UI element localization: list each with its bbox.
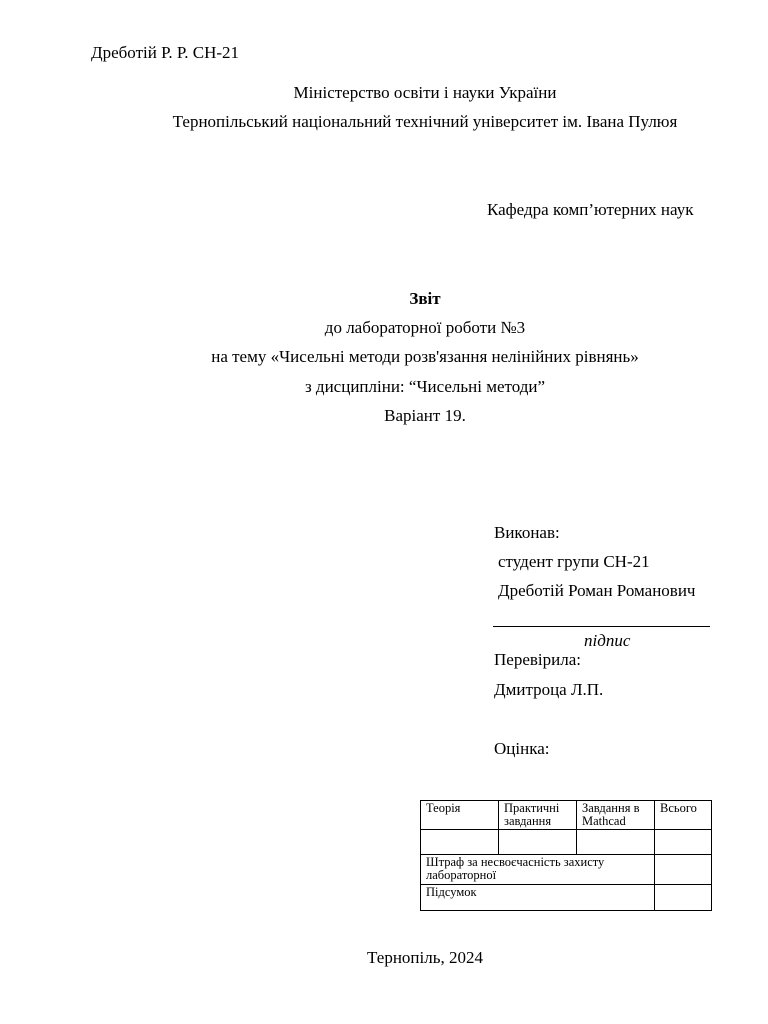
table-header-practical: Практичні завдання [499,801,577,830]
signature-line [493,626,710,627]
report-topic: на тему «Чисельні методи розв'язання нелінійних рівнянь» [211,347,639,366]
report-discipline: з дисципліни: “Чисельні методи” [304,377,546,396]
footer-city-year: Тернопіль, 2024 [367,948,483,967]
table-cell [577,830,655,855]
table-cell [499,830,577,855]
grade-label: Оцінка: [494,739,550,758]
header-author: Дреботій Р. Р. СН-21 [91,43,240,62]
table-header-total: Всього [655,801,712,830]
grade-table [420,800,712,911]
department-name: Кафедра комп’ютерних наук [487,200,694,219]
ministry-name: Міністерство освіти і науки України [293,83,557,102]
table-header-theory: Теорія [421,801,499,830]
report-lab-number: до лабораторної роботи №3 [324,318,526,337]
performer-group: студент групи СН-21 [498,552,650,571]
table-penalty-label: Штраф за несвоєчасність захисту лабораторної [421,855,655,884]
reviewer-name: Дмитроца Л.П. [494,680,604,699]
table-cell [655,830,712,855]
performer-name: Дреботій Роман Романович [498,581,696,600]
table-header-mathcad: Завдання в Mathcad [577,801,655,830]
report-variant: Варіант 19. [384,406,466,425]
table-row [421,855,712,884]
report-title: Звіт [409,289,441,308]
table-row [421,801,712,830]
university-name: Тернопільський національний технічний університет ім. Івана Пулюя [172,112,678,131]
table-cell [421,830,499,855]
signature-label: підпис [584,631,631,650]
table-row [421,884,712,910]
reviewer-label: Перевірила: [494,650,581,669]
table-row [421,830,712,855]
table-cell [655,855,712,884]
table-result-label: Підсумок [421,884,655,910]
performer-label: Виконав: [494,523,560,542]
table-cell [655,884,712,910]
